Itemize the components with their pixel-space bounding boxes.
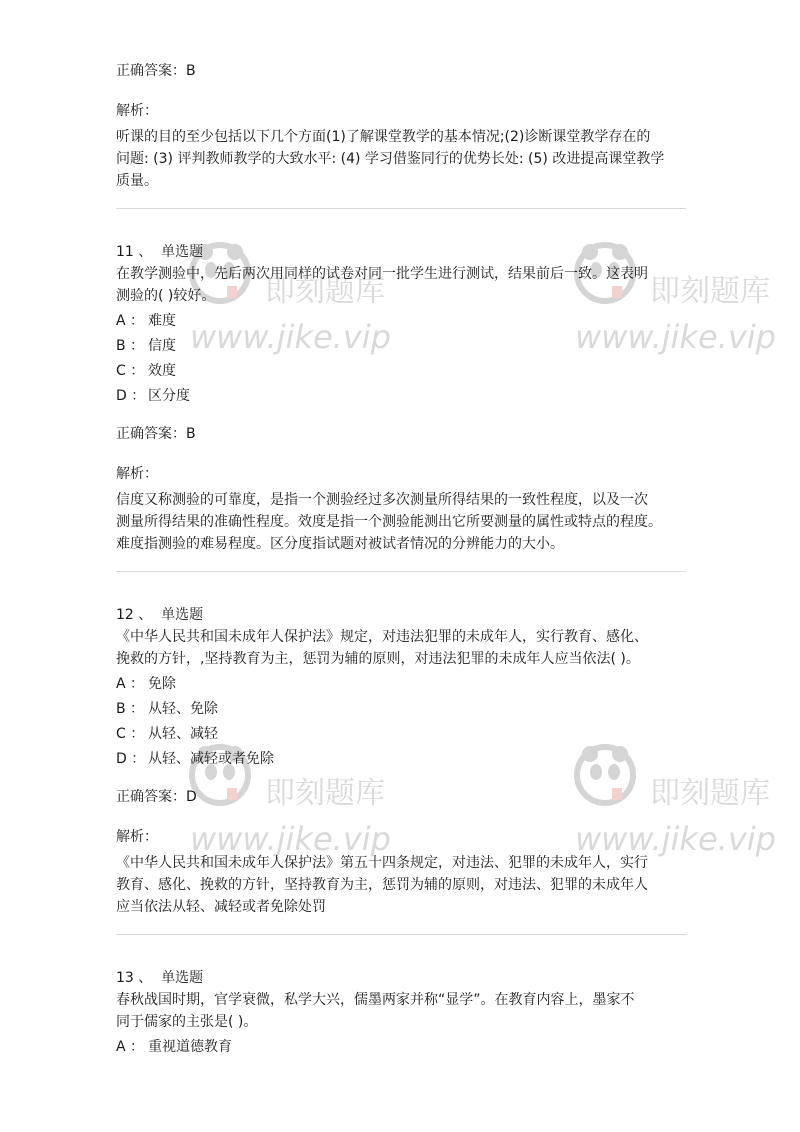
option-d xyxy=(116,385,686,407)
option-a xyxy=(116,673,686,695)
option-key: A ： xyxy=(116,1039,145,1055)
option-text: 重视道德教育 xyxy=(148,1039,232,1055)
answer-label: 正确答案： xyxy=(116,426,186,442)
watermark-url: www.jike.vip xyxy=(190,820,391,858)
analysis-line: 质量。 xyxy=(116,173,158,189)
option-key: D ： xyxy=(116,751,146,767)
option-a xyxy=(116,310,686,332)
question-type: 单选题 xyxy=(161,970,204,986)
question-header xyxy=(116,241,686,263)
option-text: 从轻、减轻 xyxy=(148,726,218,742)
answer-value: B xyxy=(186,426,196,442)
option-text: 区分度 xyxy=(148,388,190,404)
option-c xyxy=(116,723,686,745)
question-stem xyxy=(116,263,686,307)
stem-line: 同于儒家的主张是( )。 xyxy=(116,1014,258,1030)
question-11 xyxy=(116,241,686,555)
option-text: 从轻、免除 xyxy=(148,701,218,717)
option-d xyxy=(116,748,686,770)
option-text: 信度 xyxy=(148,338,176,354)
analysis-line: 问题: (3) 评判教师教学的大致水平: (4) 学习借鉴同行的优势长处: (5) 改进提高课堂教学 xyxy=(116,151,665,167)
question-13 xyxy=(116,967,686,1058)
divider xyxy=(116,208,686,209)
option-key: C ： xyxy=(116,363,145,379)
answer-line xyxy=(116,60,686,82)
question-stem xyxy=(116,626,686,670)
stem-line: 在教学测验中，先后两次用同样的试卷对同一批学生进行测试，结果前后一致。这表明 xyxy=(116,266,648,282)
option-a xyxy=(116,1036,686,1058)
question-12 xyxy=(116,604,686,918)
option-b xyxy=(116,698,686,720)
answer-line xyxy=(116,786,686,808)
question-10 xyxy=(116,60,686,192)
question-header xyxy=(116,604,686,626)
analysis-line: 应当依法从轻、减轻或者免除处罚 xyxy=(116,899,326,915)
stem-line: 测验的( )较好。 xyxy=(116,288,216,304)
analysis-line: 教育、感化、挽救的方针，坚持教育为主，惩罚为辅的原则，对违法、犯罪的未成年人 xyxy=(116,877,648,893)
divider xyxy=(116,934,686,935)
analysis-line: 信度又称测验的可靠度，是指一个测验经过多次测量所得结果的一致性程度，以及一次 xyxy=(116,492,648,508)
options-list xyxy=(116,310,686,407)
option-b xyxy=(116,335,686,357)
analysis-label: 解析： xyxy=(116,103,158,119)
question-type: 单选题 xyxy=(161,244,204,260)
option-text: 难度 xyxy=(148,313,176,329)
analysis-line: 测量所得结果的准确性程度。效度是指一个测验能测出它所要测量的属性或特点的程度。 xyxy=(116,514,662,530)
option-key: B ： xyxy=(116,701,145,717)
option-text: 效度 xyxy=(148,363,176,379)
document-page xyxy=(116,0,686,1061)
question-type: 单选题 xyxy=(161,607,204,623)
analysis-label: 解析： xyxy=(116,829,158,845)
question-number: 12 、 xyxy=(116,607,153,623)
watermark-url: www.jike.vip xyxy=(575,820,776,858)
watermark-url: www.jike.vip xyxy=(575,318,776,356)
analysis-line: 《中华人民共和国未成年人保护法》第五十四条规定，对违法、犯罪的未成年人，实行 xyxy=(116,855,648,871)
options-list xyxy=(116,1036,686,1058)
watermark-brand: 即刻题库 xyxy=(650,274,770,309)
option-key: A ： xyxy=(116,313,145,329)
question-number: 13 、 xyxy=(116,970,153,986)
analysis-line: 难度指测验的难易程度。区分度指试题对被试者情况的分辨能力的大小。 xyxy=(116,536,564,552)
stem-line: 挽救的方针，,坚持教育为主，惩罚为辅的原则，对违法犯罪的未成年人应当依法( )。 xyxy=(116,651,640,667)
analysis-label: 解析： xyxy=(116,466,158,482)
analysis-text xyxy=(116,489,686,555)
answer-label: 正确答案： xyxy=(116,63,186,79)
answer-line xyxy=(116,423,686,445)
option-key: D ： xyxy=(116,388,146,404)
question-stem xyxy=(116,989,686,1033)
question-header xyxy=(116,967,686,989)
option-key: C ： xyxy=(116,726,145,742)
option-key: B ： xyxy=(116,338,145,354)
watermark-brand: 即刻题库 xyxy=(650,776,770,811)
question-number: 11 、 xyxy=(116,244,153,260)
option-text: 免除 xyxy=(148,676,176,692)
analysis-line: 听课的目的至少包括以下几个方面(1)了解课堂教学的基本情况;(2)诊断课堂教学存在的 xyxy=(116,129,651,145)
answer-label: 正确答案： xyxy=(116,789,186,805)
answer-value: D xyxy=(186,789,197,805)
stem-line: 《中华人民共和国未成年人保护法》规定，对违法犯罪的未成年人，实行教育、感化、 xyxy=(116,629,648,645)
answer-value: B xyxy=(186,63,196,79)
analysis-text xyxy=(116,126,686,192)
watermark-brand: 即刻题库 xyxy=(265,776,385,811)
analysis-text xyxy=(116,852,686,918)
option-key: A ： xyxy=(116,676,145,692)
watermark-brand: 即刻题库 xyxy=(265,274,385,309)
option-c xyxy=(116,360,686,382)
divider xyxy=(116,571,686,572)
watermark-url: www.jike.vip xyxy=(190,318,391,356)
option-text: 从轻、减轻或者免除 xyxy=(148,751,274,767)
options-list xyxy=(116,673,686,770)
stem-line: 春秋战国时期，官学衰微，私学大兴，儒墨两家并称“显学”。在教育内容上，墨家不 xyxy=(116,992,635,1008)
